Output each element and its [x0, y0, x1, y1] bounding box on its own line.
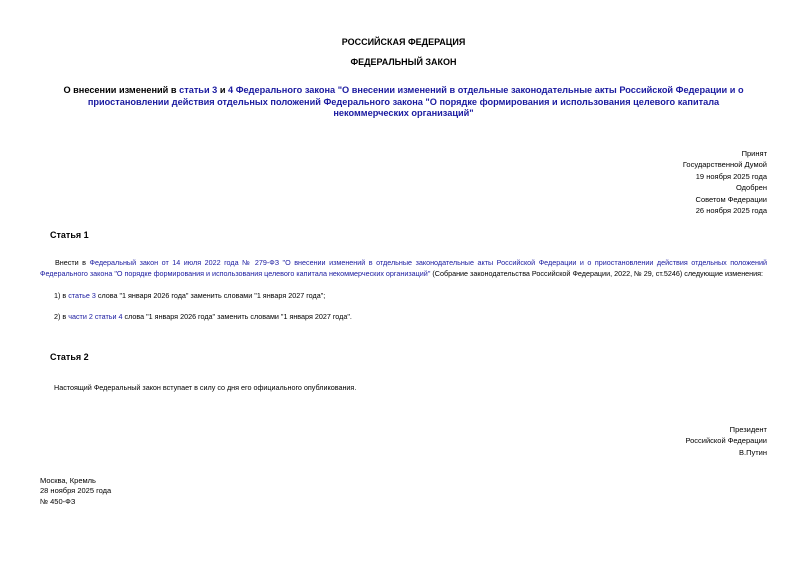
- approval-date-council: 26 ноября 2025 года: [695, 206, 767, 216]
- signature-title: Президент: [729, 425, 767, 434]
- title-text-1: О внесении изменений в: [63, 85, 180, 95]
- item-prefix: 1) в: [54, 291, 69, 300]
- article-2-text: Настоящий Федеральный закон вступает в силу со дня его официального опубликования.: [54, 383, 357, 392]
- place-date-block: [40, 476, 111, 507]
- country-heading: РОССИЙСКАЯ ФЕДЕРАЦИЯ: [341, 37, 466, 47]
- item-suffix: слова "1 января 2026 года" заменить словами "1 января 2027 года";: [95, 291, 326, 300]
- item-suffix: слова "1 января 2026 года" заменить словами "1 января 2027 года".: [122, 312, 352, 321]
- amendment-item-1: [54, 291, 325, 300]
- adoption-block: [567, 148, 767, 216]
- law-number: № 450-ФЗ: [40, 496, 76, 506]
- item-prefix: 2) в: [54, 312, 69, 321]
- adoption-line: Государственной Думой: [682, 160, 767, 170]
- approval-line: Одобрен: [736, 183, 767, 193]
- article-1-heading: Статья 1: [50, 230, 89, 240]
- adoption-date-duma: 19 ноября 2025 года: [695, 171, 767, 181]
- amendment-item-2: [54, 312, 352, 321]
- title-link-article-3[interactable]: статьи 3: [179, 85, 218, 95]
- article-2-heading: Статья 2: [50, 352, 89, 362]
- intro-suffix: (Собрание законодательства Российской Федерации, 2022, № 29, ст.5246) следующие изменения:: [430, 268, 764, 278]
- law-title: [55, 85, 752, 120]
- federal-law-279-link[interactable]: Федеральный закон от 14 июля 2022 года № 279-ФЗ "О внесении изменений в отдельные законодательные акты Российской Федерации и о приостановлении действия отдельных положений Федерального закона "О порядке формирования и использования целевого капитала некоммерческих организаций": [40, 258, 767, 278]
- title-link-article-4[interactable]: 4 Федерального закона "О внесении изменений в отдельные законодательные акты Российской Федерации и о приостановлении действия отдельных положений Федерального закона "О порядке формирования и использования целевого капитала некоммерческих организаций": [87, 85, 744, 118]
- signing-date: 28 ноября 2025 года: [40, 486, 112, 496]
- article-1-intro: [40, 258, 767, 279]
- article-4-part-2-link[interactable]: части 2 статьи 4: [68, 312, 123, 321]
- adoption-line: Принят: [741, 149, 767, 158]
- signature-block: [567, 424, 767, 458]
- law-type-heading: ФЕДЕРАЛЬНЫЙ ЗАКОН: [350, 57, 457, 67]
- intro-prefix: Внести в: [55, 258, 90, 267]
- approval-line: Советом Федерации: [695, 194, 767, 204]
- place: Москва, Кремль: [40, 476, 96, 485]
- title-text-2: и: [217, 85, 229, 95]
- signatory-name: В.Путин: [739, 447, 767, 457]
- signature-title: Российской Федерации: [685, 436, 767, 446]
- article-3-link[interactable]: статье 3: [68, 291, 96, 300]
